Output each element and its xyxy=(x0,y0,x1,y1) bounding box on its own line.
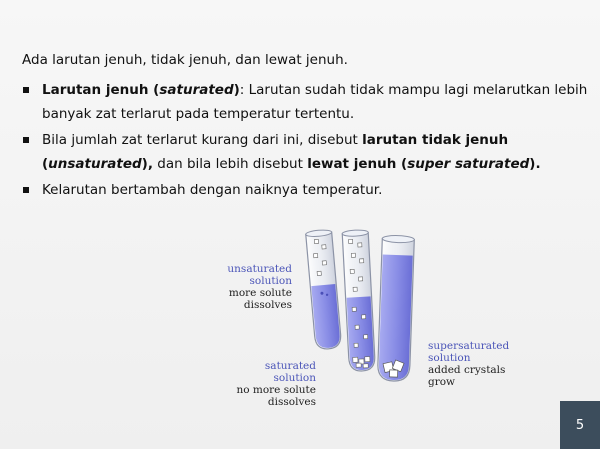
unsaturated-label xyxy=(212,263,292,311)
unsaturated-desc-2: dissolves xyxy=(243,299,292,311)
bullet-list xyxy=(22,78,592,204)
supersaturated-title: supersaturated xyxy=(428,340,510,352)
bullet-solubility-temperature xyxy=(22,178,592,202)
supersaturated-desc-2: grow xyxy=(428,376,456,388)
saturated-desc: no more solute xyxy=(236,384,316,396)
square-bullet-icon xyxy=(23,187,29,193)
term-unsaturated: larutan tidak jenuh xyxy=(362,132,509,148)
paren-open: ( xyxy=(42,156,49,172)
supersaturated-tube xyxy=(377,235,414,382)
supersaturated-label xyxy=(428,340,538,388)
saturated-title: saturated xyxy=(264,360,316,372)
unsaturated-tube xyxy=(306,229,342,350)
saturated-tube xyxy=(342,229,375,371)
paren-open: ( xyxy=(148,82,160,98)
saturated-label xyxy=(236,360,316,408)
term-unsaturated-en: unsaturated xyxy=(48,156,142,172)
bullet-unsaturated-supersaturated xyxy=(22,128,592,176)
square-bullet-icon xyxy=(23,87,29,93)
supersaturated-desc: added crystals xyxy=(428,364,506,376)
bullet-saturated xyxy=(22,78,592,126)
term-supersaturated: lewat jenuh xyxy=(307,156,397,172)
square-bullet-icon xyxy=(23,137,29,143)
text-part-2: dan bila lebih disebut xyxy=(152,156,308,172)
unsaturated-title: unsaturated xyxy=(227,263,292,275)
text-part-1: Bila jumlah zat terlarut kurang dari ini, disebut xyxy=(42,132,363,148)
term-saturated: Larutan jenuh xyxy=(42,82,149,98)
saturated-title-2: solution xyxy=(273,372,316,384)
paren-open: ( xyxy=(396,156,408,172)
unsaturated-title-2: solution xyxy=(249,275,292,287)
solubility-text: Kelarutan bertambah dengan naiknya temperatur. xyxy=(42,182,383,198)
saturated-definition: : Larutan sudah tidak mampu lagi melarutkan lebih banyak zat terlarut pada temperatur tertentu. xyxy=(42,82,588,122)
unsaturated-desc: more solute xyxy=(228,287,292,299)
supersaturated-title-2: solution xyxy=(428,352,471,364)
term-supersaturated-en: super saturated xyxy=(407,156,530,172)
paren-close: ), xyxy=(141,156,153,172)
intro-text: Ada larutan jenuh, tidak jenuh, dan lewat jenuh. xyxy=(22,52,348,68)
paren-close: ) xyxy=(233,82,240,98)
saturated-desc-2: dissolves xyxy=(267,396,316,408)
paren-close: ). xyxy=(529,156,541,172)
term-saturated-en: saturated xyxy=(159,82,234,98)
page-number: 5 xyxy=(560,401,600,449)
